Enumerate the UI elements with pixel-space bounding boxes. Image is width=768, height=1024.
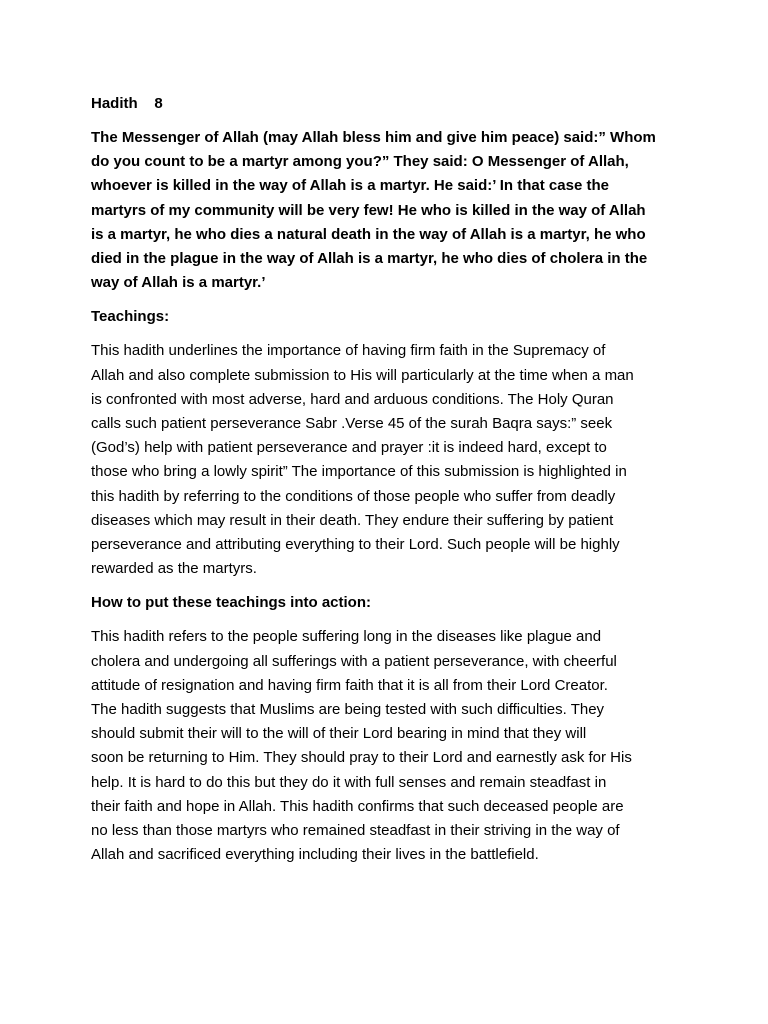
teachings-heading: Teachings: — [91, 308, 170, 326]
action-line: no less than those martyrs who remained steadfast in their striving in the way of — [91, 822, 620, 840]
teachings-line: diseases which may result in their death. They endure their suffering by patient — [91, 511, 614, 529]
teachings-line: this hadith by referring to the conditions of those people who suffer from deadly — [91, 487, 616, 505]
hadith-quote — [91, 126, 691, 295]
action-line: attitude of resignation and having firm faith that it is all from their Lord Creator. — [91, 676, 608, 694]
action-line: Allah and sacrificed everything including their lives in the battlefield. — [91, 846, 539, 864]
teachings-line: is confronted with most adverse, hard and arduous conditions. The Holy Quran — [91, 390, 614, 408]
action-heading: How to put these teachings into action: — [91, 594, 372, 612]
teachings-line: This hadith underlines the importance of having firm faith in the Supremacy of — [91, 342, 606, 360]
action-line: should submit their will to the will of their Lord bearing in mind that they will — [91, 725, 587, 743]
quote-line: whoever is killed in the way of Allah is a martyr. He said:’ In that case the — [91, 177, 609, 195]
teachings-line: Allah and also complete submission to His will particularly at the time when a man — [91, 366, 634, 384]
teachings-line: (God’s) help with patient perseverance and prayer :it is indeed hard, except to — [91, 439, 607, 457]
quote-line: way of Allah is a martyr.’ — [91, 274, 266, 292]
quote-line: martyrs of my community will be very few! He who is killed in the way of Allah — [91, 201, 646, 219]
action-line: help. It is hard to do this but they do it with full senses and remain steadfast in — [91, 773, 607, 791]
action-paragraph — [91, 625, 691, 867]
action-line: This hadith refers to the people suffering long in the diseases like plague and — [91, 628, 602, 646]
teachings-paragraph — [91, 339, 691, 581]
document-title: Hadith 8 — [91, 95, 163, 112]
quote-line: died in the plague in the way of Allah is a martyr, he who dies of cholera in the — [91, 250, 648, 268]
quote-line: do you count to be a martyr among you?” They said: O Messenger of Allah, — [91, 153, 629, 171]
teachings-line: those who bring a lowly spirit” The importance of this submission is highlighted in — [91, 463, 627, 481]
action-line: their faith and hope in Allah. This hadith confirms that such deceased people are — [91, 797, 624, 815]
quote-line: is a martyr, he who dies a natural death in the way of Allah is a martyr, he who — [91, 225, 646, 243]
quote-line: The Messenger of Allah (may Allah bless him and give him peace) said:” Whom — [91, 129, 656, 146]
action-line: soon be returning to Him. They should pray to their Lord and earnestly ask for His — [91, 749, 632, 767]
teachings-line: perseverance and attributing everything to their Lord. Such people will be highly — [91, 536, 620, 554]
document-page — [91, 92, 691, 877]
teachings-line: calls such patient perseverance Sabr .Verse 45 of the surah Baqra says:” seek — [91, 415, 613, 433]
action-line: cholera and undergoing all sufferings with a patient perseverance, with cheerful — [91, 652, 617, 670]
teachings-line: rewarded as the martyrs. — [91, 560, 257, 578]
action-line: The hadith suggests that Muslims are being tested with such difficulties. They — [91, 701, 605, 719]
